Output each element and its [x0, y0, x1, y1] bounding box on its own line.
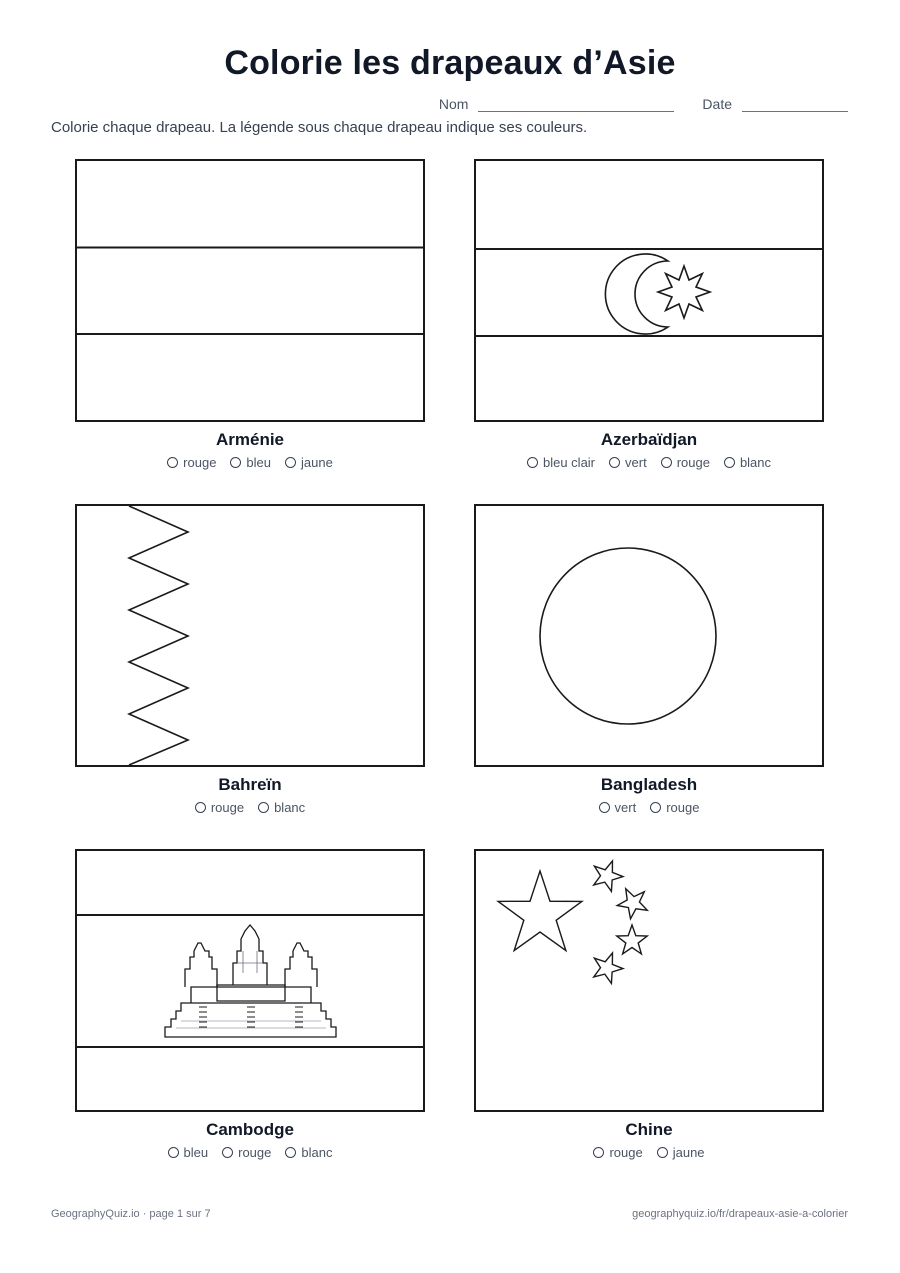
color-swatch[interactable] — [650, 802, 661, 813]
color-legend — [474, 1145, 824, 1160]
color-swatch[interactable] — [168, 1147, 179, 1158]
legend-label: bleu — [246, 455, 271, 470]
flag-armenia[interactable] — [75, 159, 425, 422]
color-legend — [75, 1145, 425, 1160]
legend-label: vert — [614, 800, 637, 815]
color-swatch[interactable] — [285, 457, 296, 468]
flag-name: Chine — [625, 1120, 673, 1139]
legend-item — [650, 800, 699, 815]
legend-label: bleu — [183, 1145, 209, 1160]
small-star-icon — [617, 889, 647, 919]
color-swatch[interactable] — [527, 457, 538, 468]
legend-item — [285, 455, 333, 470]
legend-item — [657, 1145, 705, 1160]
legend-item — [230, 455, 271, 470]
color-swatch[interactable] — [609, 457, 620, 468]
color-swatch[interactable] — [599, 802, 610, 813]
date-label: Date — [702, 96, 732, 112]
legend-label: jaune — [301, 455, 333, 470]
legend-item — [168, 1145, 209, 1160]
footer-url: geographyquiz.io/fr/drapeaux-asie-a-colorier — [632, 1208, 848, 1220]
legend-label: blanc — [274, 800, 306, 815]
crescent-icon — [605, 254, 668, 334]
flag-card-azerbaijan — [474, 159, 824, 470]
legend-item — [258, 800, 305, 815]
name-label: Nom — [438, 96, 469, 112]
flag-azerbaijan-drawing — [476, 161, 822, 420]
legend-item — [195, 800, 244, 815]
name-field[interactable] — [478, 97, 674, 112]
flag-card-cambodia — [75, 849, 425, 1160]
legend-label: blanc — [301, 1145, 333, 1160]
legend-item — [527, 455, 595, 470]
legend-item — [167, 455, 216, 470]
legend-item — [724, 455, 771, 470]
legend-item — [661, 455, 710, 470]
legend-item — [593, 1145, 642, 1160]
color-swatch[interactable] — [230, 457, 241, 468]
name-date-fields — [439, 96, 848, 112]
color-swatch[interactable] — [195, 802, 206, 813]
flag-china-drawing — [476, 851, 822, 1110]
flag-azerbaijan[interactable] — [474, 159, 824, 422]
serrated-edge — [129, 506, 188, 765]
color-legend — [75, 455, 425, 470]
flag-name: Bangladesh — [600, 775, 698, 794]
legend-label: rouge — [238, 1145, 272, 1160]
flag-armenia-drawing — [77, 161, 423, 420]
color-swatch[interactable] — [724, 457, 735, 468]
legend-item — [222, 1145, 271, 1160]
flag-card-china — [474, 849, 824, 1160]
legend-label: vert — [625, 455, 647, 470]
legend-item — [599, 800, 637, 815]
flag-cambodia-drawing — [77, 851, 423, 1110]
legend-item — [285, 1145, 332, 1160]
flag-card-bangladesh — [474, 504, 824, 815]
flag-bahrain-drawing — [77, 506, 423, 765]
color-swatch[interactable] — [285, 1147, 296, 1158]
star-icon — [658, 266, 710, 318]
color-swatch[interactable] — [222, 1147, 233, 1158]
color-swatch[interactable] — [258, 802, 269, 813]
legend-label: jaune — [672, 1145, 705, 1160]
color-swatch[interactable] — [593, 1147, 604, 1158]
color-legend — [75, 800, 425, 815]
large-star-icon — [498, 871, 582, 951]
small-star-icon — [594, 953, 623, 983]
small-star-icon — [617, 925, 647, 954]
flag-cambodia[interactable] — [75, 849, 425, 1112]
legend-label: bleu clair — [542, 455, 596, 470]
flag-bangladesh[interactable] — [474, 504, 824, 767]
footer-page-info: GeographyQuiz.io · page 1 sur 7 — [51, 1208, 211, 1220]
color-swatch[interactable] — [167, 457, 178, 468]
legend-item — [609, 455, 647, 470]
legend-label: rouge — [666, 800, 700, 815]
legend-label: rouge — [210, 800, 245, 815]
flag-bangladesh-drawing — [476, 506, 822, 765]
angkor-wat-icon — [165, 925, 336, 1037]
flag-name: Arménie — [215, 430, 285, 449]
legend-label: blanc — [739, 455, 772, 470]
color-legend — [474, 455, 824, 470]
color-swatch[interactable] — [661, 457, 672, 468]
flag-name: Bahreïn — [218, 775, 282, 794]
flag-card-bahrain — [75, 504, 425, 815]
flag-card-armenia — [75, 159, 425, 470]
flag-name: Azerbaïdjan — [600, 430, 698, 449]
color-swatch[interactable] — [657, 1147, 668, 1158]
disc — [540, 548, 716, 724]
small-star-icon — [594, 861, 623, 891]
flag-bahrain[interactable] — [75, 504, 425, 767]
date-field[interactable] — [742, 97, 848, 112]
flag-name: Cambodge — [206, 1120, 294, 1139]
color-legend — [474, 800, 824, 815]
legend-label: rouge — [183, 455, 217, 470]
flag-china[interactable] — [474, 849, 824, 1112]
page-title: Colorie les drapeaux d’Asie — [224, 44, 676, 82]
legend-label: rouge — [609, 1145, 643, 1160]
legend-label: rouge — [676, 455, 710, 470]
instructions: Colorie chaque drapeau. La légende sous chaque drapeau indique ses couleurs. — [51, 119, 588, 136]
